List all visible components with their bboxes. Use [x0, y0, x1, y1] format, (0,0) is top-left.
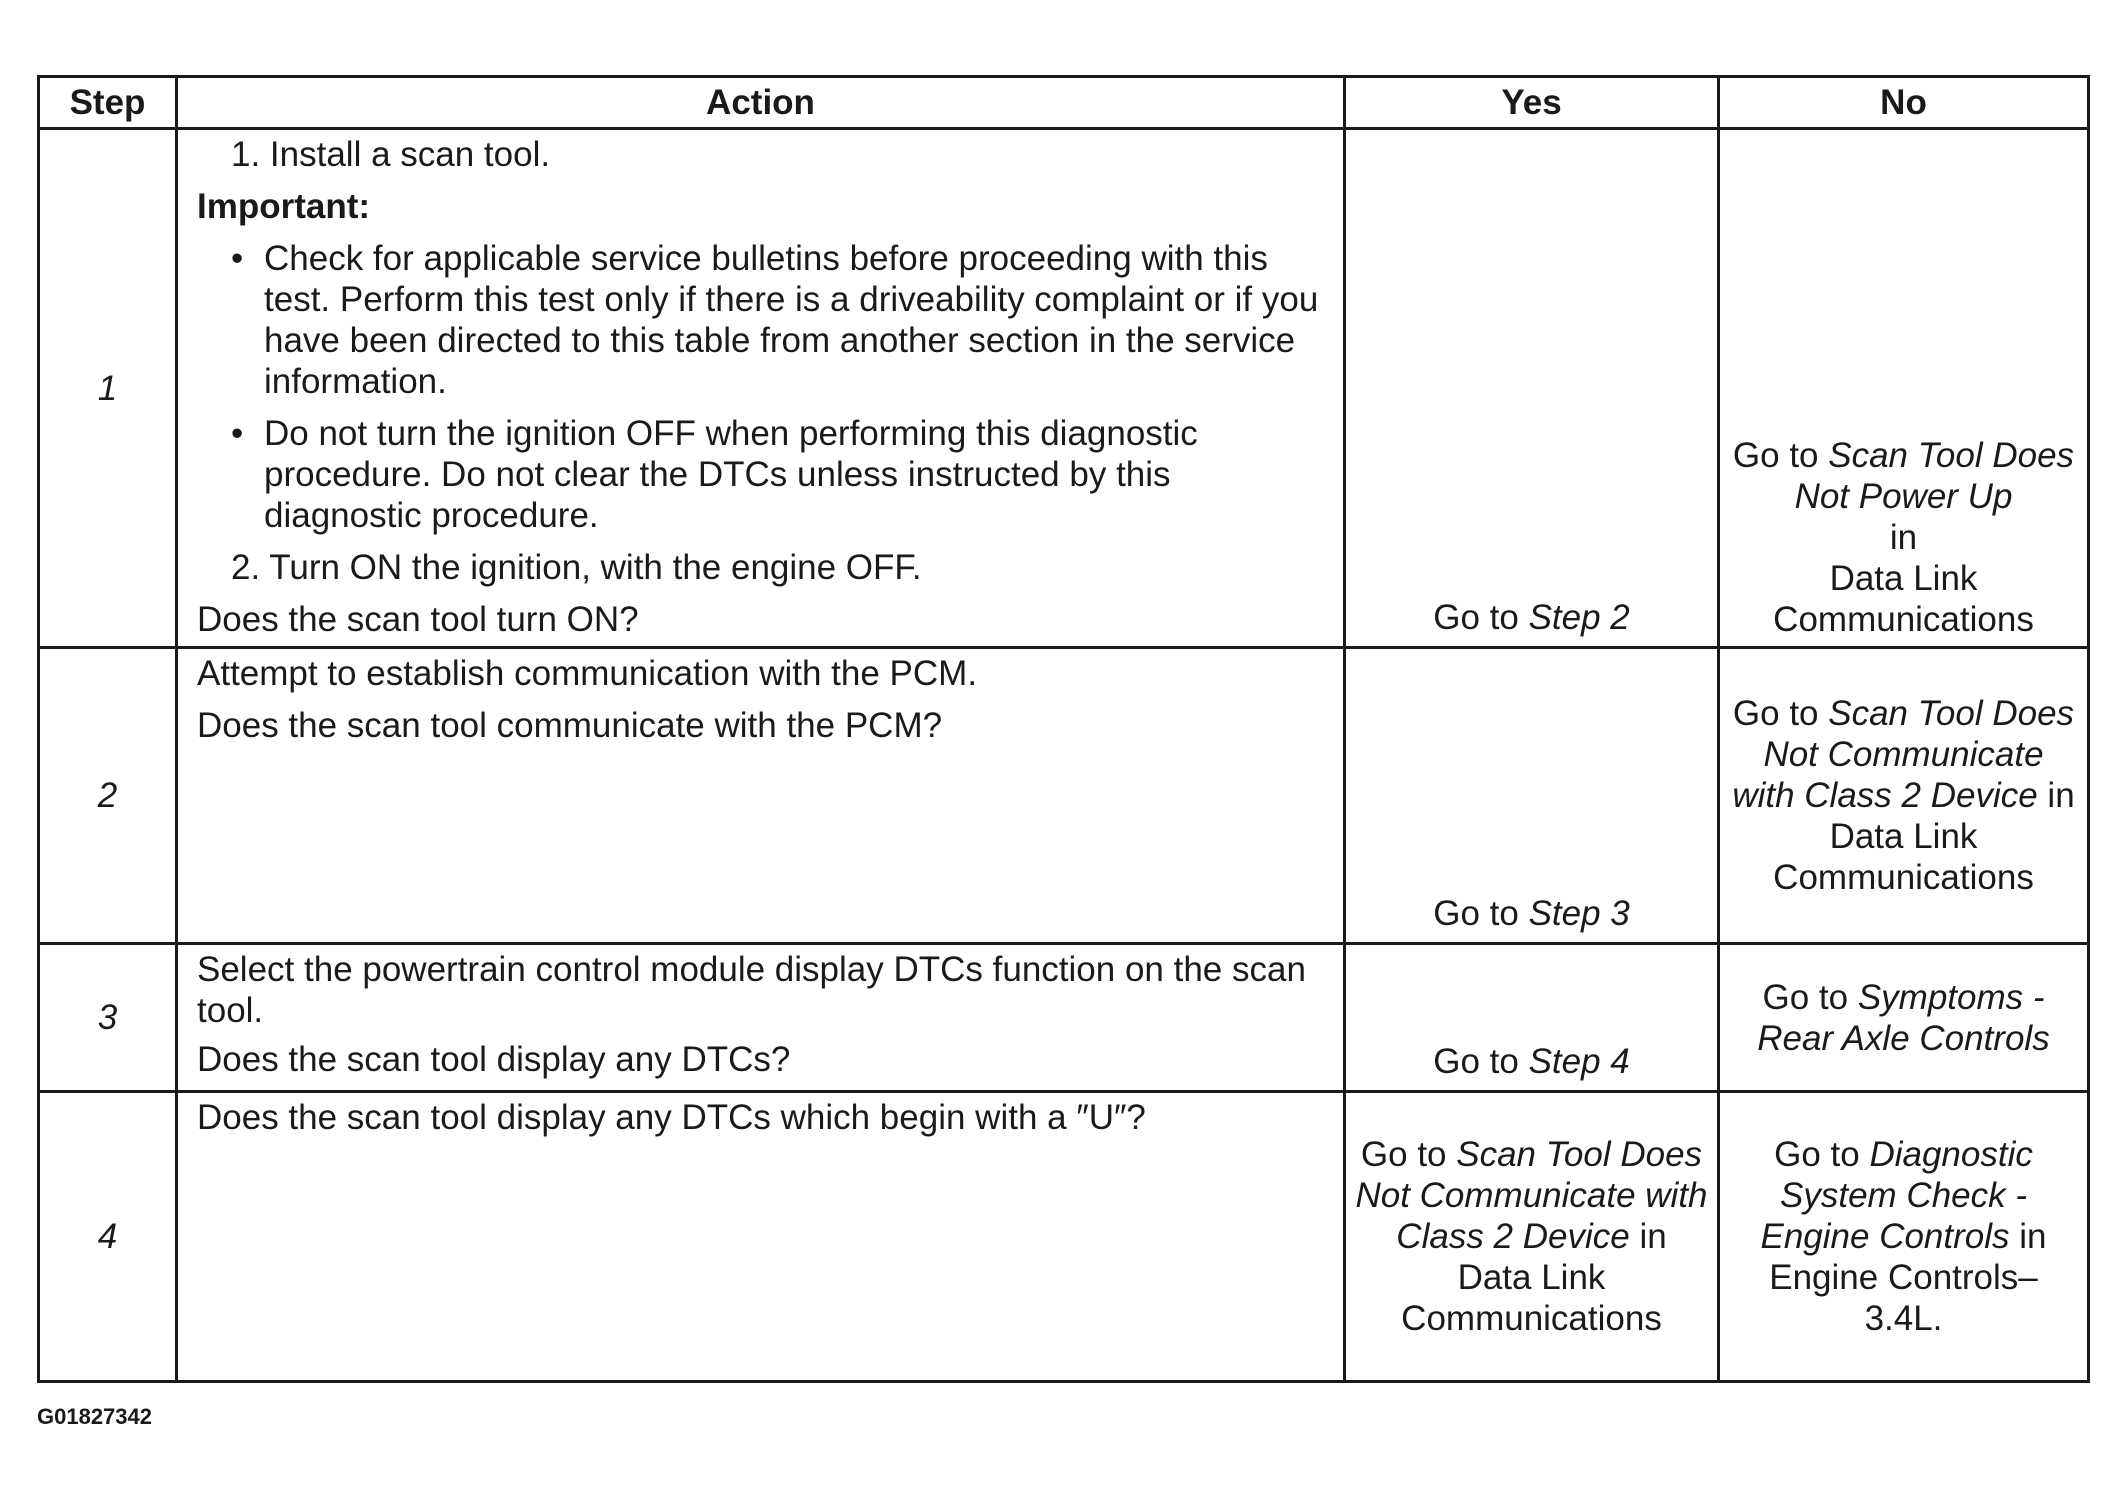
yes-step-link[interactable]: Step 2 [1528, 598, 1630, 637]
bullet-text: Check for applicable service bulletins before proceeding with this test. Perform this test only if there is a driveability complaint or if you have been directed to this table from another section in the service information. [264, 239, 1319, 401]
no-prefix: Go to [1732, 694, 1829, 733]
action-step-item: 1. Install a scan tool. [231, 135, 551, 174]
no-cell [1719, 944, 2089, 1092]
yes-prefix: Go to [1433, 598, 1529, 637]
action-cell [177, 129, 1345, 648]
table-row [39, 648, 2089, 944]
action-question: Does the scan tool display any DTCs? [197, 1040, 791, 1079]
header-step: Step [39, 77, 177, 129]
yes-step-link[interactable]: Step 4 [1528, 1042, 1630, 1081]
bullet-icon: • [231, 239, 244, 278]
no-reference-link[interactable]: Diagnostic System Check - Engine Controls [1760, 1135, 2033, 1256]
diagnostic-table [37, 75, 2090, 1383]
figure-id: G01827342 [37, 1404, 152, 1429]
no-in-text: in [2037, 776, 2075, 815]
important-list [197, 238, 1325, 536]
yes-prefix: Go to [1433, 1042, 1529, 1081]
header-no: No [1719, 77, 2089, 129]
table-row [39, 944, 2089, 1092]
yes-cell [1345, 1092, 1719, 1382]
header-yes: Yes [1345, 77, 1719, 129]
important-label: Important: [197, 187, 371, 226]
no-prefix: Go to [1774, 1135, 1870, 1174]
list-item [197, 413, 1325, 536]
yes-cell [1345, 944, 1719, 1092]
no-cell [1719, 129, 2089, 648]
yes-cell [1345, 648, 1719, 944]
no-prefix: Go to [1762, 977, 1858, 1017]
yes-reference-link[interactable]: Scan Tool Does Not Communicate with Class 2 Device [1355, 1135, 1708, 1256]
no-section-name: Engine Controls– 3.4L. [1769, 1258, 2038, 1338]
no-reference-link[interactable]: Scan Tool Does Not Power Up [1794, 436, 2075, 516]
no-section-name: Data Link Communications [1773, 817, 2034, 897]
no-prefix: Go to [1732, 436, 1829, 475]
step-number: 1 [39, 129, 177, 648]
no-reference-link[interactable]: Scan Tool Does Not Communicate with Class 2 Device [1732, 694, 2075, 815]
table-header-row [39, 77, 2089, 129]
action-cell [177, 944, 1345, 1092]
yes-step-link[interactable]: Step 3 [1528, 894, 1630, 933]
yes-prefix: Go to [1360, 1135, 1457, 1174]
action-text: Select the powertrain control module display DTCs function on the scan tool. [197, 950, 1306, 1030]
action-question: Does the scan tool turn ON? [197, 600, 639, 639]
table-row [39, 129, 2089, 648]
action-step-item: 2. Turn ON the ignition, with the engine OFF. [231, 548, 922, 587]
yes-section-name: Data Link Communications [1401, 1258, 1662, 1338]
no-cell [1719, 1092, 2089, 1382]
step-number: 3 [39, 944, 177, 1092]
bullet-text: Do not turn the ignition OFF when performing this diagnostic procedure. Do not clear the DTCs unless instructed by this diagnostic procedure. [264, 414, 1198, 535]
no-cell [1719, 648, 2089, 944]
bullet-icon: • [231, 414, 244, 453]
action-cell [177, 1092, 1345, 1382]
action-cell [177, 648, 1345, 944]
step-number: 2 [39, 648, 177, 944]
no-in-text: in [2009, 1217, 2047, 1256]
no-section-name: Data Link Communications [1773, 559, 2034, 639]
header-action: Action [177, 77, 1345, 129]
action-question: Does the scan tool display any DTCs which begin with a ″U″? [197, 1098, 1146, 1137]
yes-cell [1345, 129, 1719, 648]
no-in-text: in [1889, 518, 1918, 557]
no-reference-link[interactable]: Symptoms - Rear Axle Controls [1757, 977, 2050, 1058]
step-number: 4 [39, 1092, 177, 1382]
list-item [197, 238, 1325, 402]
table-row [39, 1092, 2089, 1382]
action-text: Attempt to establish communication with the PCM. [197, 654, 978, 693]
action-question: Does the scan tool communicate with the PCM? [197, 706, 943, 745]
yes-prefix: Go to [1433, 894, 1529, 933]
yes-in-text: in [1629, 1217, 1667, 1256]
